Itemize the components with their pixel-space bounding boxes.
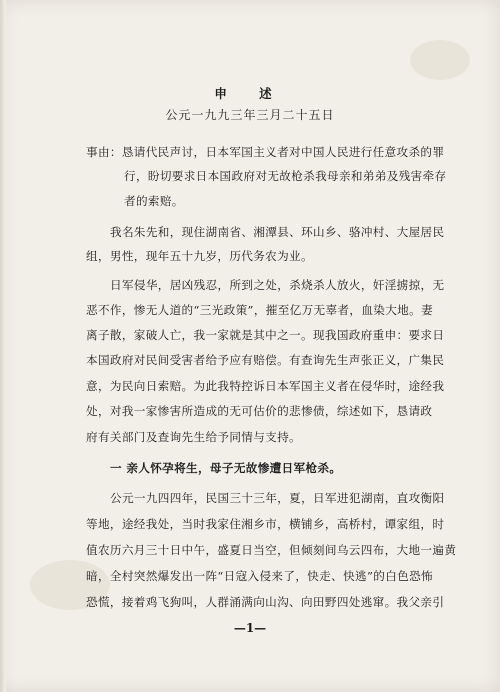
text-line: 处，对我一家惨害所造成的无可估价的悲惨债，综述如下，恳请政 (86, 404, 433, 418)
text-line: 府有关部门及查询先生给予同情与支持。 (86, 430, 301, 444)
document-date: 公元一九九三年三月二十五日 (165, 108, 335, 122)
text-line: 事由：恳请代民声讨，日本军国主义者对中国人民进行任意攻杀的罪 (86, 145, 445, 159)
text-line: 我名朱先和，现住湖南省、湘潭县、环山乡、骆冲村、大屋居民 (110, 225, 445, 239)
text-line: 等地，途经我处，当时我家住湘乡市，横铺乡，高桥村，谭家组，时 (86, 517, 445, 531)
document-title: 申 述 (214, 86, 286, 101)
text-line: 恶不作，惨无人道的“三光政策”，摧至亿万无辜者，血染大地。妻 (86, 303, 433, 317)
text-line: 日军侵华，居凶残忍，所到之处，杀烧杀人放火，奸淫掳掠，无 (110, 278, 445, 292)
text-line: 意，为民向日索赔。为此我特控诉日本军国主义者在侵华时，途经我 (86, 379, 445, 393)
page-number: —1— (233, 621, 267, 635)
text-line: 离子散，家破人亡，我一家就是其中之一。现我国政府重申：要求日 (86, 328, 445, 342)
text-line: 公元一九四四年，民国三十三年，夏，日军进犯湖南，直攻衡阳 (110, 491, 445, 505)
text-line: 者的索赔。 (124, 194, 184, 208)
section-heading: 一 亲人怀孕将生，母子无故惨遭日军枪杀。 (110, 461, 342, 475)
paper-stain (410, 40, 470, 80)
text-line: 本国政府对民间受害者给予应有赔偿。有查询先生声张正义，广集民 (86, 353, 445, 367)
page-edge-shadow (0, 0, 6, 692)
text-line: 恐慌，接着鸡飞狗叫，人群涌满向山沟、向田野四处逃窜。我父亲引 (86, 595, 445, 609)
text-line: 暗，全村突然爆发出一阵“日寇入侵来了，快走、快逃”的白色恐怖 (86, 569, 433, 583)
text-line: 值农历六月三十日中午，盛夏日当空，但倾刻间乌云四布，大地一遍黄 (86, 543, 457, 557)
text-line: 行，盼切要求日本国政府对无故枪杀我母亲和弟弟及残害牵存 (124, 169, 447, 183)
text-line: 组，男性，现年五十九岁，历代务农为业。 (86, 249, 313, 263)
